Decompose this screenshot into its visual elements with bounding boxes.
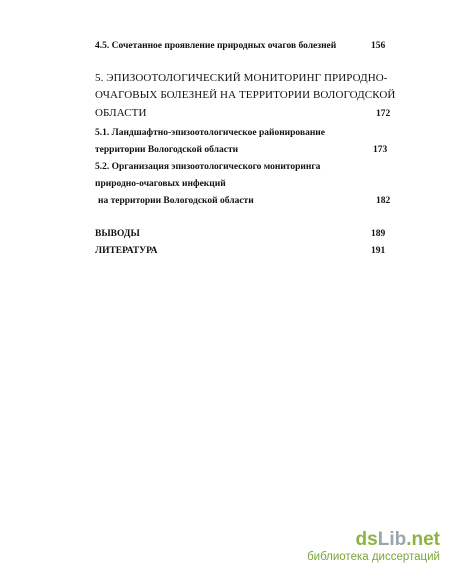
- toc-item-4-5-title: 4.5. Сочетанное проявление природных очагов болезней: [95, 41, 337, 51]
- toc-literature-page: 191: [371, 246, 386, 256]
- toc-item-5-1-page: 173: [373, 145, 388, 155]
- watermark-logo: [307, 530, 440, 550]
- watermark-logo-suffix: .net: [406, 529, 440, 550]
- watermark-subtitle: библиотека диссертаций: [307, 551, 440, 563]
- toc-item-5-1-line-2: территории Вологодской области: [95, 145, 239, 155]
- toc-item-5-1-line-1: 5.1. Ландшафтно-эпизоотологическое районирование: [95, 128, 325, 138]
- toc-item-5-2-line-3: на территории Вологодской области: [98, 196, 254, 206]
- watermark-logo-prefix: ds: [355, 529, 378, 550]
- watermark: [307, 530, 440, 564]
- toc-conclusions-page: 189: [371, 229, 386, 239]
- toc-item-5-2-line-2: природно-очаговых инфекций: [95, 179, 226, 189]
- toc-chapter-5-line-1: 5. ЭПИЗООТОЛОГИЧЕСКИЙ МОНИТОРИНГ ПРИРОДНО-: [95, 72, 388, 84]
- toc-conclusions-title: ВЫВОДЫ: [95, 229, 140, 239]
- toc-chapter-5-line-3: ОБЛАСТИ: [95, 107, 147, 119]
- watermark-logo-mid: Lib: [377, 529, 407, 550]
- toc-chapter-5-line-2: ОЧАГОВЫХ БОЛЕЗНЕЙ НА ТЕРРИТОРИИ ВОЛОГОДСКОЙ: [95, 89, 396, 101]
- toc-literature-title: ЛИТЕРАТУРА: [95, 246, 158, 256]
- toc-item-5-2-line-1: 5.2. Организация эпизоотологического мониторинга: [95, 162, 321, 172]
- toc-item-4-5-page: 156: [371, 41, 386, 51]
- toc-item-5-2-page: 182: [376, 196, 391, 206]
- toc-chapter-5-page: 172: [376, 109, 391, 119]
